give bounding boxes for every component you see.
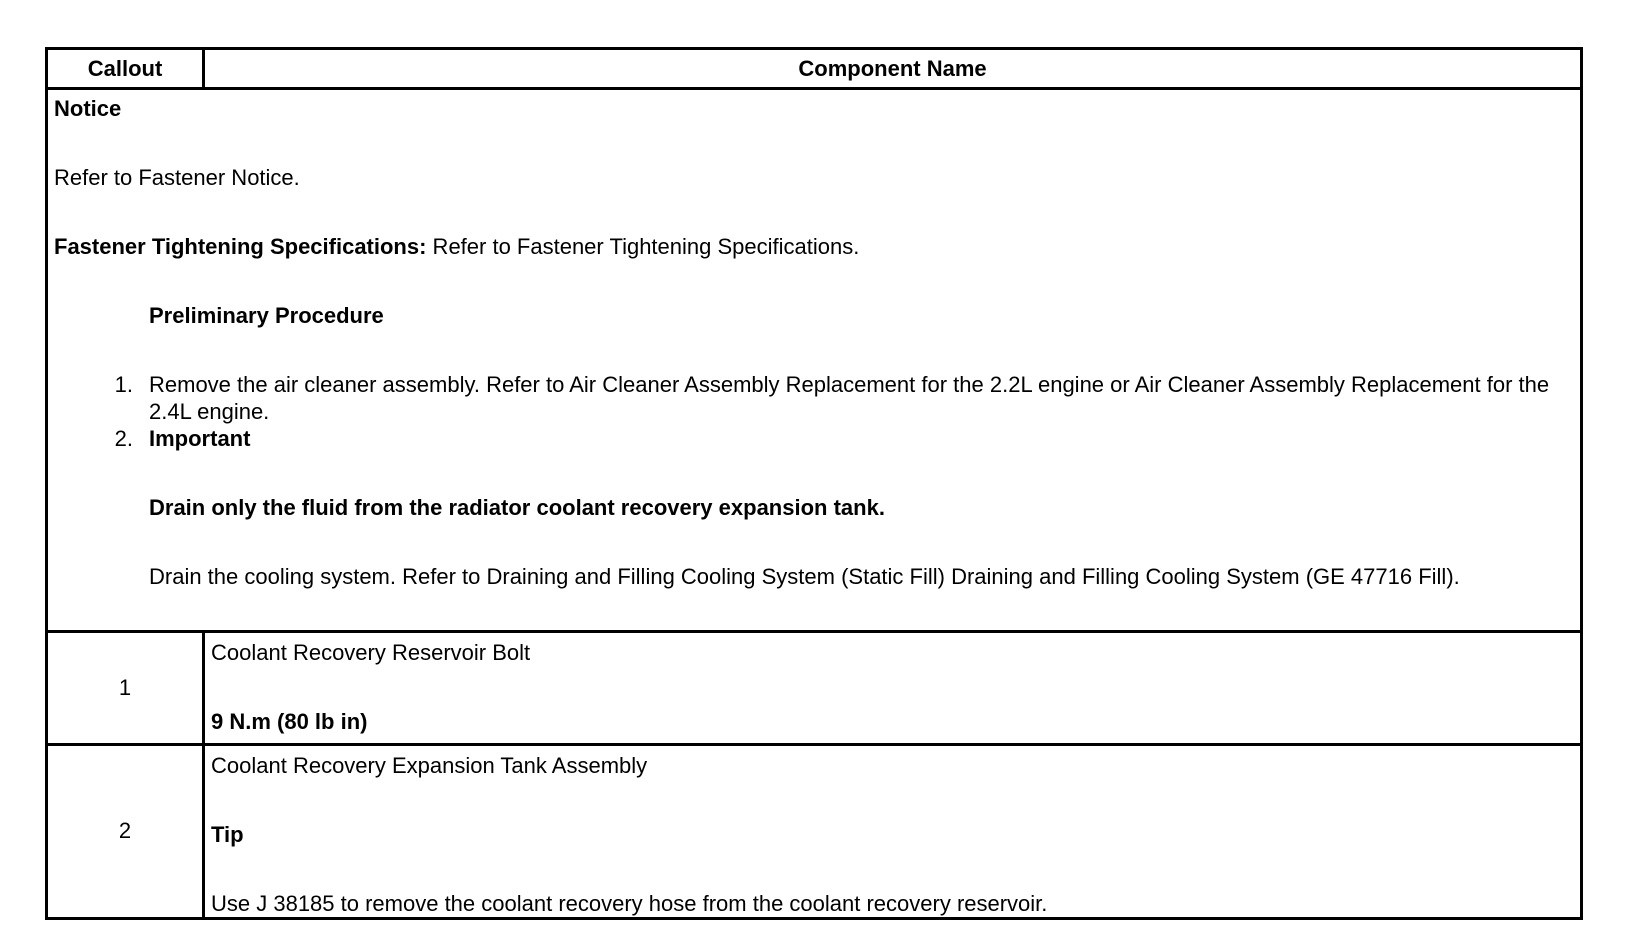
procedure-step-1	[54, 371, 1574, 425]
step-number: 1.	[114, 372, 133, 398]
header-row	[47, 49, 1582, 89]
component-name: Coolant Recovery Reservoir Bolt	[211, 640, 531, 666]
table-row	[47, 744, 1582, 918]
component-name-cell	[204, 744, 1582, 918]
tip-heading: Tip	[211, 821, 244, 847]
component-name-cell	[204, 632, 1582, 744]
notice-row	[47, 89, 1582, 632]
fastener-spec-text: Refer to Fastener Tightening Specifications.	[426, 234, 860, 260]
fastener-notice-text: Refer to Fastener Notice.	[54, 165, 300, 191]
fastener-spec-label: Fastener Tightening Specifications:	[54, 234, 427, 260]
callout-number: 2	[47, 744, 204, 918]
tip-text: Use J 38185 to remove the coolant recovery hose from the coolant recovery reservoir.	[211, 890, 1048, 916]
callout-number: 1	[47, 632, 204, 744]
table-row	[47, 632, 1582, 744]
torque-spec: 9 N.m (80 lb in)	[211, 709, 368, 735]
component-table	[45, 47, 1583, 920]
step-text: Drain the cooling system. Refer to Draining and Filling Cooling System (Static Fill) Draining and Filling Cooling System (GE 47716 Fill).	[149, 564, 1460, 590]
notice-cell	[47, 89, 1582, 632]
preliminary-procedure-heading: Preliminary Procedure	[149, 303, 384, 329]
step-number: 2.	[114, 426, 133, 452]
callout-header: Callout	[47, 49, 204, 89]
important-note: Drain only the fluid from the radiator coolant recovery expansion tank.	[149, 495, 885, 521]
component-name: Coolant Recovery Expansion Tank Assembly	[211, 752, 648, 778]
procedure-step-2	[54, 425, 1574, 590]
fastener-spec-line	[54, 233, 1574, 260]
important-heading: Important	[149, 426, 251, 452]
step-text: Remove the air cleaner assembly. Refer to Air Cleaner Assembly Replacement for the 2.2L engine or Air Cleaner Assembly Replacement for the 2.4L engine.	[149, 372, 1550, 425]
component-name-header: Component Name	[204, 49, 1582, 89]
notice-heading: Notice	[54, 96, 122, 122]
